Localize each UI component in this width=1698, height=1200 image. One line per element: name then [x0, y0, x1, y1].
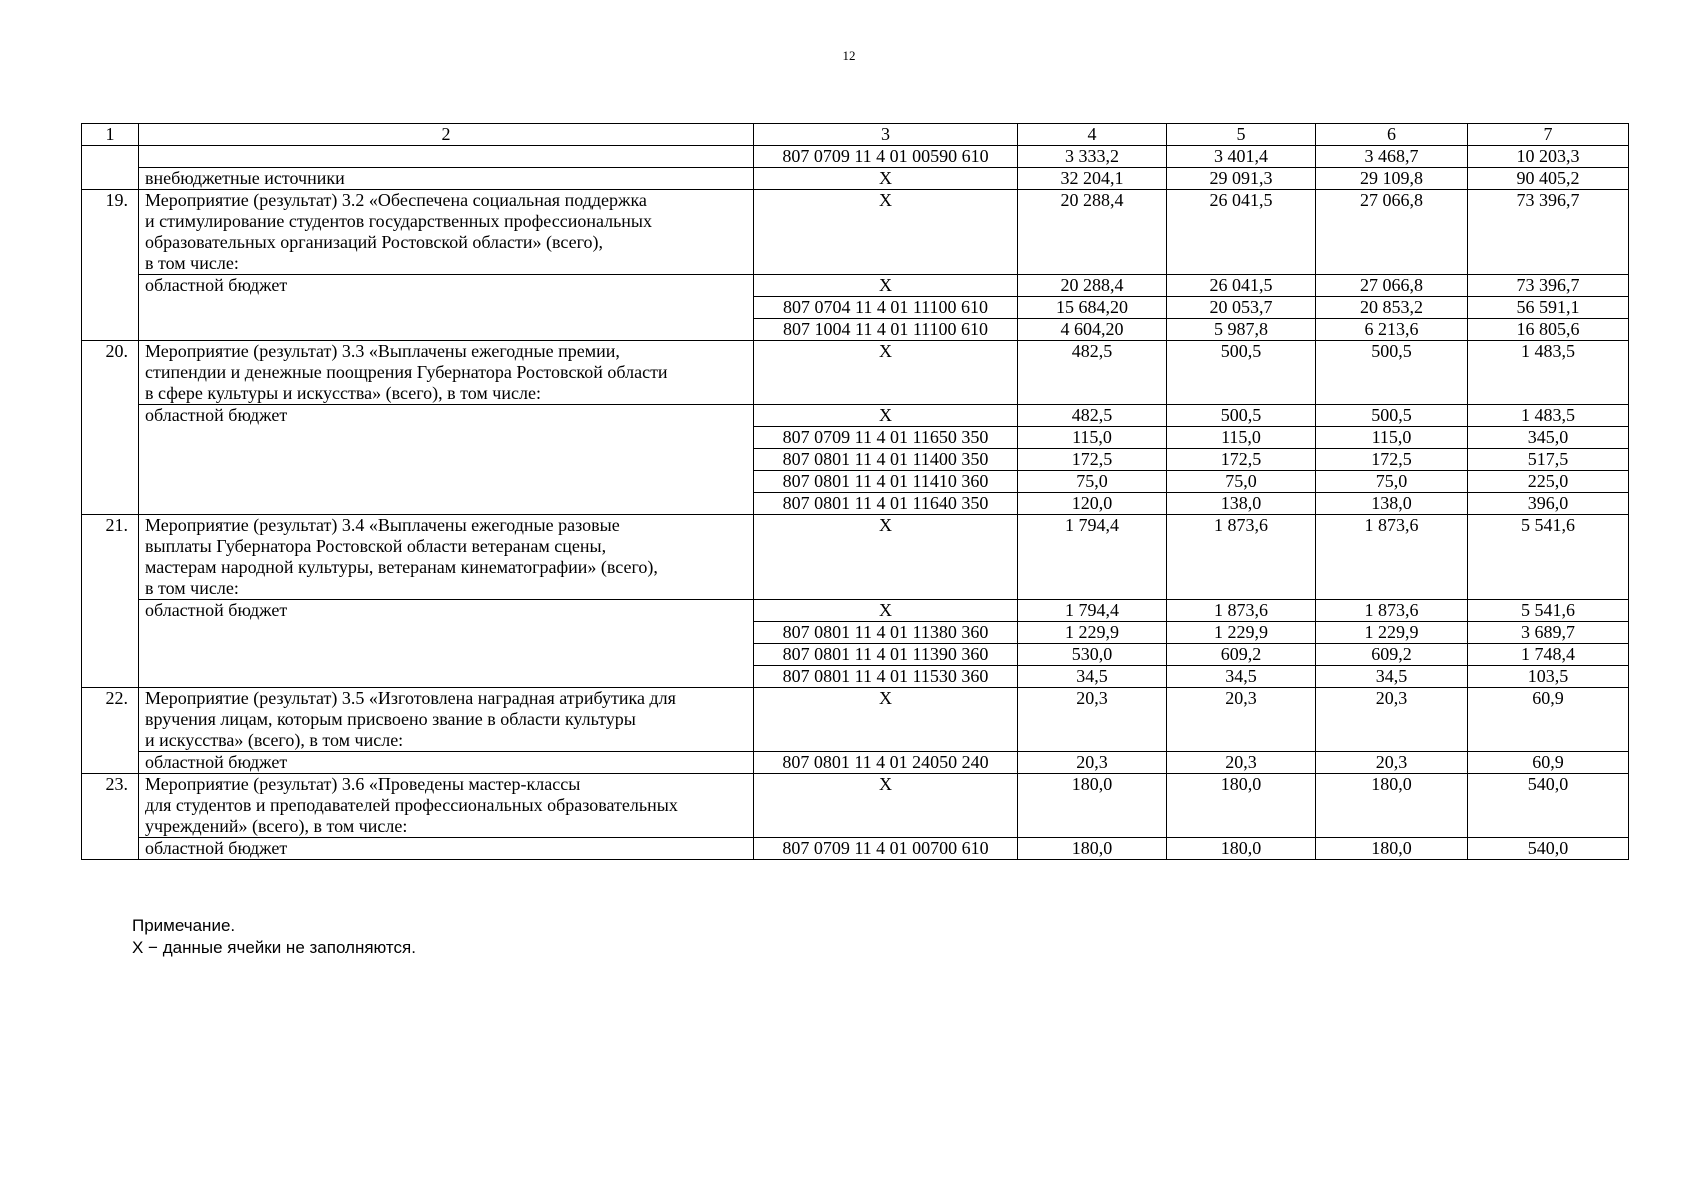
row-number-cell: 23. [82, 774, 139, 860]
row-number-cell: 19. [82, 190, 139, 341]
value-cell-col7: 90 405,2 [1468, 168, 1629, 190]
description-cell: Мероприятие (результат) 3.2 «Обеспечена социальная поддержка и стимулирование студентов государственных профессиональных образовательных организаций Ростовской области» (всего), в том числе: [139, 190, 754, 275]
budget-code-cell: 807 0801 11 4 01 24050 240 [754, 752, 1018, 774]
value-cell-col7: 1 748,4 [1468, 644, 1629, 666]
value-cell-col5: 3 401,4 [1167, 146, 1316, 168]
value-cell-col6: 20 853,2 [1316, 297, 1468, 319]
value-cell-col6: 34,5 [1316, 666, 1468, 688]
header-cell: 5 [1167, 124, 1316, 146]
value-cell-col7: 73 396,7 [1468, 275, 1629, 297]
value-cell-col7: 540,0 [1468, 838, 1629, 860]
value-cell-col6: 180,0 [1316, 838, 1468, 860]
table-body [82, 146, 1629, 860]
value-cell-col6: 20,3 [1316, 752, 1468, 774]
value-cell-col5: 1 873,6 [1167, 600, 1316, 622]
value-cell-col7: 396,0 [1468, 493, 1629, 515]
value-cell-col5: 20,3 [1167, 688, 1316, 752]
value-cell-col6: 115,0 [1316, 427, 1468, 449]
value-cell-col5: 29 091,3 [1167, 168, 1316, 190]
page-number: 12 [842, 48, 856, 63]
value-cell-col4: 20,3 [1018, 752, 1167, 774]
note-title: Примечание. [132, 916, 236, 935]
budget-code-cell: 807 0801 11 4 01 11400 350 [754, 449, 1018, 471]
table-row [82, 752, 1629, 774]
value-cell-col5: 26 041,5 [1167, 275, 1316, 297]
value-cell-col4: 1 794,4 [1018, 600, 1167, 622]
value-cell-col6: 1 229,9 [1316, 622, 1468, 644]
value-cell-col4: 530,0 [1018, 644, 1167, 666]
value-cell-col5: 1 873,6 [1167, 515, 1316, 600]
budget-code-cell: 807 0801 11 4 01 11530 360 [754, 666, 1018, 688]
value-cell-col5: 180,0 [1167, 838, 1316, 860]
value-cell-col6: 500,5 [1316, 405, 1468, 427]
description-cell: областной бюджет [139, 838, 754, 860]
description-cell: областной бюджет [139, 275, 754, 341]
value-cell-col4: 120,0 [1018, 493, 1167, 515]
header-cell: 6 [1316, 124, 1468, 146]
value-cell-col6: 6 213,6 [1316, 319, 1468, 341]
value-cell-col5: 75,0 [1167, 471, 1316, 493]
budget-code-cell: Х [754, 275, 1018, 297]
value-cell-col7: 5 541,6 [1468, 600, 1629, 622]
budget-code-cell: 807 0704 11 4 01 11100 610 [754, 297, 1018, 319]
table-row [82, 774, 1629, 838]
table-row [82, 190, 1629, 275]
row-number-cell: 22. [82, 688, 139, 774]
value-cell-col5: 180,0 [1167, 774, 1316, 838]
value-cell-col4: 3 333,2 [1018, 146, 1167, 168]
note-text: Х − данные ячейки не заполняются. [132, 938, 416, 957]
value-cell-col7: 540,0 [1468, 774, 1629, 838]
description-cell: областной бюджет [139, 405, 754, 515]
table-row [82, 688, 1629, 752]
value-cell-col7: 10 203,3 [1468, 146, 1629, 168]
value-cell-col4: 20,3 [1018, 688, 1167, 752]
value-cell-col6: 1 873,6 [1316, 600, 1468, 622]
value-cell-col6: 27 066,8 [1316, 275, 1468, 297]
value-cell-col4: 75,0 [1018, 471, 1167, 493]
description-cell: Мероприятие (результат) 3.3 «Выплачены ежегодные премии, стипендии и денежные поощрения Губернатора Ростовской области в сфере культуры и искусства» (всего), в том числе: [139, 341, 754, 405]
budget-code-cell: Х [754, 168, 1018, 190]
header-row [82, 124, 1629, 146]
table-row [82, 405, 1629, 427]
value-cell-col6: 138,0 [1316, 493, 1468, 515]
value-cell-col4: 172,5 [1018, 449, 1167, 471]
value-cell-col4: 180,0 [1018, 838, 1167, 860]
note [132, 915, 416, 959]
description-cell: Мероприятие (результат) 3.5 «Изготовлена наградная атрибутика для вручения лицам, которым присвоено звание в области культуры и искусства» (всего), в том числе: [139, 688, 754, 752]
value-cell-col4: 482,5 [1018, 405, 1167, 427]
value-cell-col4: 4 604,20 [1018, 319, 1167, 341]
budget-code-cell: 807 0801 11 4 01 11410 360 [754, 471, 1018, 493]
value-cell-col6: 500,5 [1316, 341, 1468, 405]
table-row [82, 168, 1629, 190]
value-cell-col6: 3 468,7 [1316, 146, 1468, 168]
description-cell: Мероприятие (результат) 3.6 «Проведены мастер-классы для студентов и преподавателей профессиональных образовательных учреждений» (всего), в том числе: [139, 774, 754, 838]
value-cell-col4: 1 794,4 [1018, 515, 1167, 600]
table-row [82, 838, 1629, 860]
description-cell: областной бюджет [139, 752, 754, 774]
value-cell-col6: 180,0 [1316, 774, 1468, 838]
value-cell-col5: 172,5 [1167, 449, 1316, 471]
budget-code-cell: 807 0709 11 4 01 00700 610 [754, 838, 1018, 860]
budget-code-cell: Х [754, 600, 1018, 622]
header-cell: 2 [139, 124, 754, 146]
value-cell-col4: 180,0 [1018, 774, 1167, 838]
header-cell: 1 [82, 124, 139, 146]
value-cell-col7: 56 591,1 [1468, 297, 1629, 319]
description-cell: областной бюджет [139, 600, 754, 688]
value-cell-col5: 500,5 [1167, 341, 1316, 405]
value-cell-col4: 482,5 [1018, 341, 1167, 405]
value-cell-col5: 34,5 [1167, 666, 1316, 688]
value-cell-col6: 75,0 [1316, 471, 1468, 493]
value-cell-col4: 15 684,20 [1018, 297, 1167, 319]
value-cell-col5: 1 229,9 [1167, 622, 1316, 644]
value-cell-col7: 1 483,5 [1468, 341, 1629, 405]
description-cell [139, 146, 754, 168]
value-cell-col7: 60,9 [1468, 688, 1629, 752]
row-number-cell [82, 146, 139, 190]
budget-code-cell: 807 0709 11 4 01 00590 610 [754, 146, 1018, 168]
value-cell-col4: 115,0 [1018, 427, 1167, 449]
value-cell-col7: 5 541,6 [1468, 515, 1629, 600]
value-cell-col5: 20 053,7 [1167, 297, 1316, 319]
value-cell-col4: 32 204,1 [1018, 168, 1167, 190]
value-cell-col7: 103,5 [1468, 666, 1629, 688]
value-cell-col6: 609,2 [1316, 644, 1468, 666]
budget-table [81, 123, 1629, 860]
value-cell-col6: 27 066,8 [1316, 190, 1468, 275]
budget-code-cell: Х [754, 405, 1018, 427]
table-row [82, 515, 1629, 600]
value-cell-col4: 1 229,9 [1018, 622, 1167, 644]
budget-code-cell: Х [754, 341, 1018, 405]
description-cell: Мероприятие (результат) 3.4 «Выплачены ежегодные разовые выплаты Губернатора Ростовской области ветеранам сцены, мастерам народной культуры, ветеранам кинематографии» (всего), в том числе: [139, 515, 754, 600]
value-cell-col6: 172,5 [1316, 449, 1468, 471]
value-cell-col6: 1 873,6 [1316, 515, 1468, 600]
value-cell-col7: 16 805,6 [1468, 319, 1629, 341]
row-number-cell: 20. [82, 341, 139, 515]
value-cell-col7: 1 483,5 [1468, 405, 1629, 427]
budget-code-cell: 807 0801 11 4 01 11380 360 [754, 622, 1018, 644]
budget-code-cell: Х [754, 774, 1018, 838]
header-cell: 7 [1468, 124, 1629, 146]
value-cell-col7: 73 396,7 [1468, 190, 1629, 275]
value-cell-col5: 115,0 [1167, 427, 1316, 449]
value-cell-col7: 225,0 [1468, 471, 1629, 493]
table-row [82, 275, 1629, 297]
value-cell-col5: 500,5 [1167, 405, 1316, 427]
table-row [82, 600, 1629, 622]
value-cell-col5: 26 041,5 [1167, 190, 1316, 275]
value-cell-col6: 20,3 [1316, 688, 1468, 752]
value-cell-col4: 20 288,4 [1018, 190, 1167, 275]
budget-code-cell: Х [754, 688, 1018, 752]
value-cell-col4: 20 288,4 [1018, 275, 1167, 297]
value-cell-col5: 5 987,8 [1167, 319, 1316, 341]
header-cell: 3 [754, 124, 1018, 146]
budget-code-cell: 807 1004 11 4 01 11100 610 [754, 319, 1018, 341]
description-cell: внебюджетные источники [139, 168, 754, 190]
value-cell-col7: 345,0 [1468, 427, 1629, 449]
value-cell-col5: 20,3 [1167, 752, 1316, 774]
value-cell-col7: 517,5 [1468, 449, 1629, 471]
value-cell-col5: 138,0 [1167, 493, 1316, 515]
value-cell-col7: 60,9 [1468, 752, 1629, 774]
budget-code-cell: Х [754, 190, 1018, 275]
header-cell: 4 [1018, 124, 1167, 146]
value-cell-col4: 34,5 [1018, 666, 1167, 688]
value-cell-col7: 3 689,7 [1468, 622, 1629, 644]
budget-code-cell: 807 0709 11 4 01 11650 350 [754, 427, 1018, 449]
row-number-cell: 21. [82, 515, 139, 688]
table-row [82, 146, 1629, 168]
budget-code-cell: Х [754, 515, 1018, 600]
value-cell-col6: 29 109,8 [1316, 168, 1468, 190]
table-row [82, 341, 1629, 405]
value-cell-col5: 609,2 [1167, 644, 1316, 666]
budget-code-cell: 807 0801 11 4 01 11640 350 [754, 493, 1018, 515]
budget-code-cell: 807 0801 11 4 01 11390 360 [754, 644, 1018, 666]
